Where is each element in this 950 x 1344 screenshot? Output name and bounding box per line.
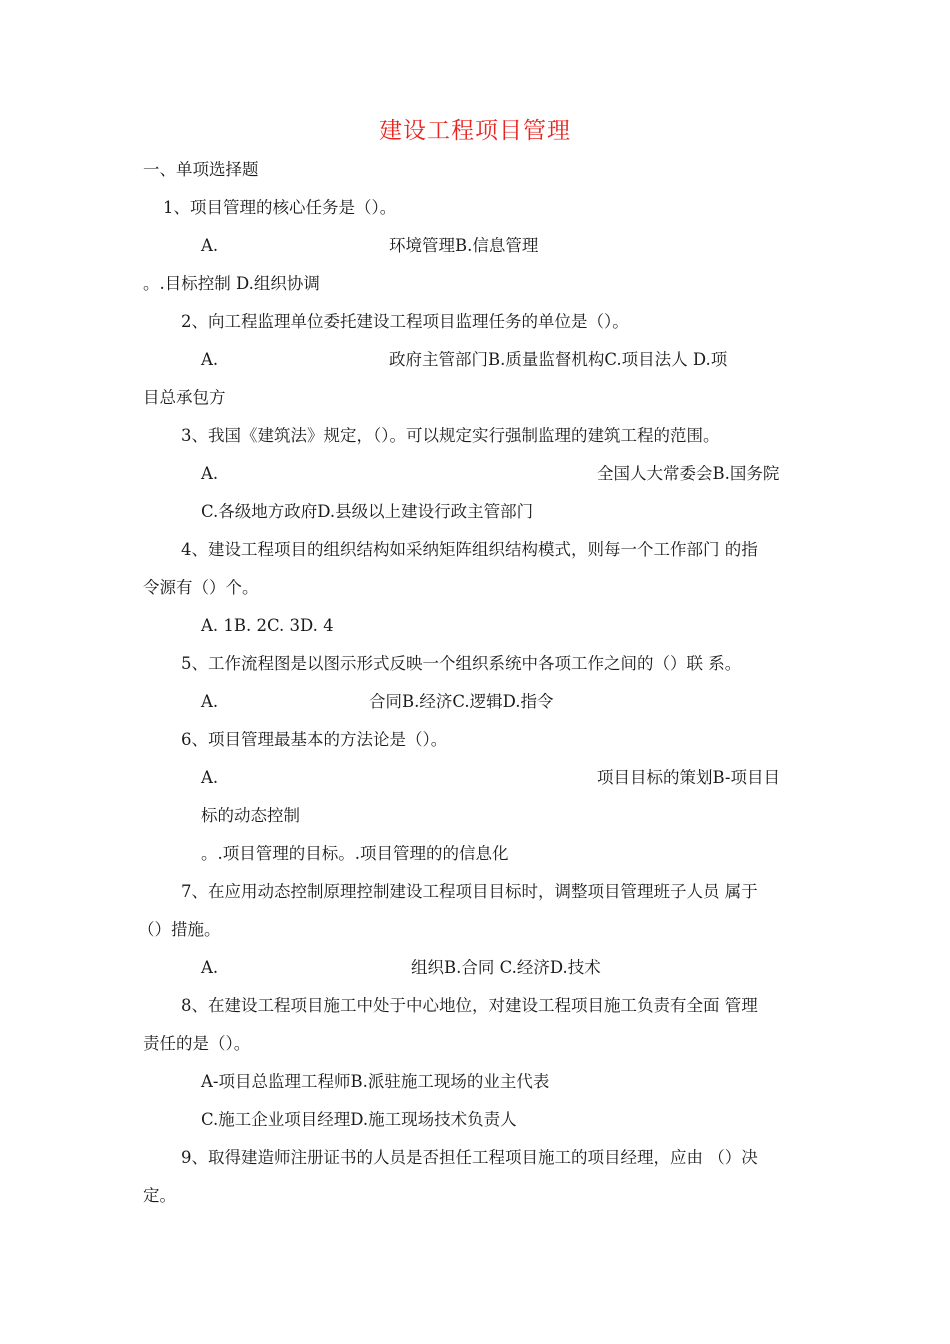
question-2-option-label: A. <box>201 350 219 369</box>
question-2-options: 政府主管部门B.质量监督机构C.项目法人 D.项 <box>389 350 728 369</box>
question-6-options-continued: 。.项目管理的目标。.项目管理的的信息化 <box>201 844 509 863</box>
question-8-options-line-1: A-项目总监理工程师B.派驻施工现场的业主代表 <box>201 1072 550 1091</box>
question-1-options: 环境管理B.信息管理 <box>389 236 539 255</box>
question-3-options-continued: C.各级地方政府D.县级以上建设行政主管部门 <box>201 502 534 521</box>
question-6-option-label: A. <box>201 768 219 787</box>
question-3-option-label: A. <box>201 464 219 483</box>
question-8-stem-line-1: 8、在建设工程项目施工中处于中心地位，对建设工程项目施工负责有全面 管理 <box>181 996 758 1015</box>
question-7-option-label: A. <box>201 958 219 977</box>
question-8-stem-line-2: 责任的是（）。 <box>143 1034 251 1053</box>
document-title: 建设工程项目管理 <box>379 118 571 144</box>
question-8-options-line-2: C.施工企业项目经理D.施工现场技术负责人 <box>201 1110 517 1129</box>
question-1-stem: 1、项目管理的核心任务是（）。 <box>163 198 397 217</box>
question-2-options-continued: 目总承包方 <box>143 388 226 407</box>
question-4-options: A. 1B. 2C. 3D. 4 <box>201 616 334 635</box>
question-6-stem: 6、项目管理最基本的方法论是（）。 <box>181 730 448 749</box>
question-2-stem: 2、向工程监理单位委托建设工程项目监理任务的单位是（）。 <box>181 312 629 331</box>
question-5-option-label: A. <box>201 692 219 711</box>
question-1-option-label: A. <box>201 236 219 255</box>
question-7-stem-line-1: 7、在应用动态控制原理控制建设工程项目目标时，调整项目管理班子人员 属于 <box>181 882 758 901</box>
question-7-options: 组织B.合同 C.经济D.技术 <box>411 958 601 977</box>
section-heading: 一、单项选择题 <box>143 160 259 179</box>
question-6-options-wrap: 标的动态控制 <box>201 806 300 825</box>
question-4-stem-line-1: 4、建设工程项目的组织结构如采纳矩阵组织结构模式，则每一个工作部门 的指 <box>181 540 758 559</box>
question-1-options-continued: 。.目标控制 D.组织协调 <box>143 274 320 293</box>
question-9-stem-line-2: 定。 <box>143 1186 176 1205</box>
question-7-stem-line-2: （）措施。 <box>138 920 221 939</box>
question-3-options: 全国人大常委会B.国务院 <box>597 464 780 483</box>
question-4-stem-line-2: 令源有（）个。 <box>143 578 259 597</box>
question-5-options: 合同B.经济C.逻辑D.指令 <box>369 692 554 711</box>
question-3-stem: 3、我国《建筑法》规定，（）。可以规定实行强制监理的建筑工程的范围。 <box>181 426 720 445</box>
question-9-stem-line-1: 9、取得建造师注册证书的人员是否担任工程项目施工的项目经理，应由 （）决 <box>181 1148 758 1167</box>
question-5-stem: 5、工作流程图是以图示形式反映一个组织系统中各项工作之间的（）联 系。 <box>181 654 742 673</box>
question-6-options: 项目目标的策划B-项目目 <box>597 768 781 787</box>
